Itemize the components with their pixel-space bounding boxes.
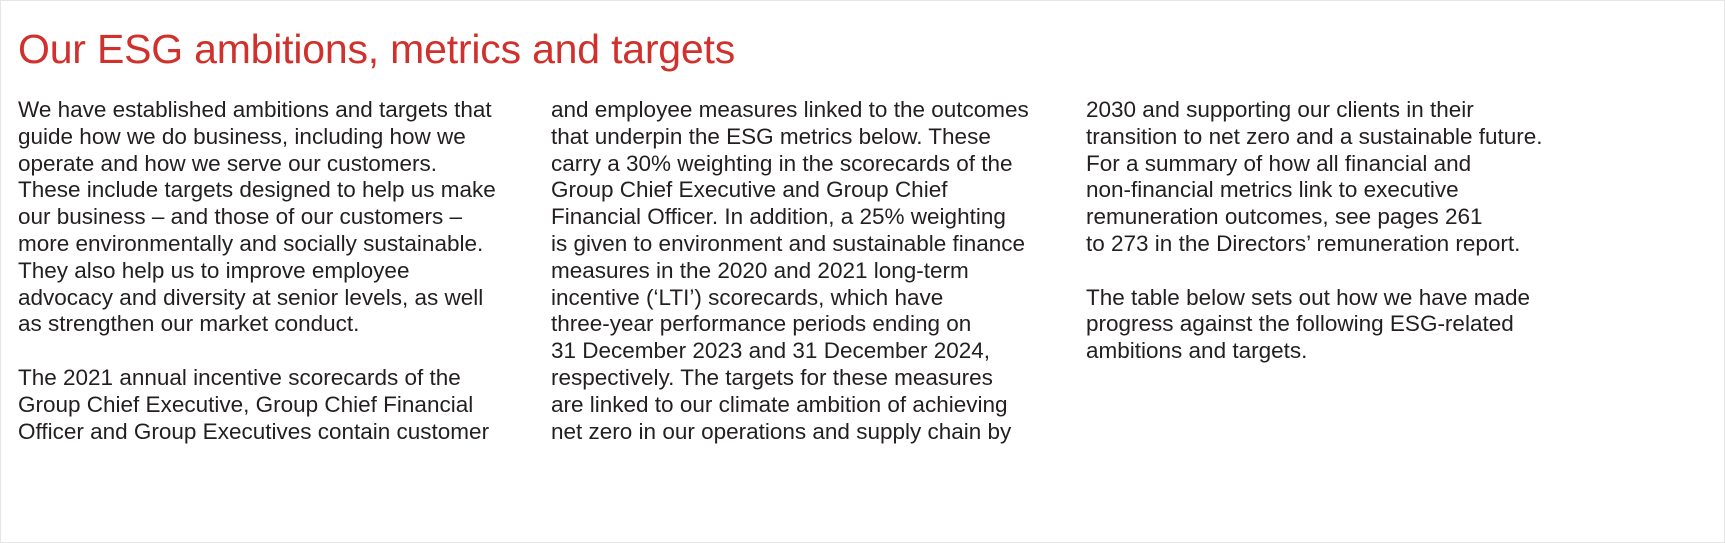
text-line: respectively. The targets for these measures <box>551 364 993 390</box>
text-line: For a summary of how all financial and <box>1086 150 1472 176</box>
text-line: and employee measures linked to the outcomes <box>551 97 1029 122</box>
text-line: that underpin the ESG metrics below. These <box>551 123 991 149</box>
text-line: non-financial metrics link to executive <box>1086 177 1459 203</box>
text-line: carry a 30% weighting in the scorecards of the <box>551 150 1013 176</box>
text-line: is given to environment and sustainable finance <box>551 230 1026 256</box>
text-line: three-year performance periods ending on <box>551 311 972 337</box>
text-line: are linked to our climate ambition of achieving <box>551 391 1008 417</box>
text-line: measures in the 2020 and 2021 long-term <box>551 257 969 283</box>
text-line <box>18 338 548 365</box>
text-column-1 <box>18 97 548 445</box>
text-line: Officer and Group Executives contain customer <box>18 418 490 444</box>
text-line <box>1086 258 1616 285</box>
text-line: The table below sets out how we have made <box>1086 284 1531 310</box>
text-line: our business – and those of our customers – <box>18 204 463 230</box>
text-line: net zero in our operations and supply chain by <box>551 418 1012 444</box>
text-line: guide how we do business, including how we <box>18 123 466 149</box>
text-column-2 <box>551 97 1081 445</box>
text-line: Group Chief Executive and Group Chief <box>551 177 948 203</box>
text-line: transition to net zero and a sustainable future. <box>1086 123 1543 149</box>
text-line: 31 December 2023 and 31 December 2024, <box>551 338 991 364</box>
text-line: as strengthen our market conduct. <box>18 311 360 337</box>
text-line: to 273 in the Directors’ remuneration report. <box>1086 230 1521 256</box>
text-line: Group Chief Executive, Group Chief Financial <box>18 391 474 417</box>
text-line: more environmentally and socially sustainable. <box>18 230 484 256</box>
text-line: These include targets designed to help us make <box>18 177 496 203</box>
text-line: remuneration outcomes, see pages 261 <box>1086 204 1483 230</box>
text-line: 2030 and supporting our clients in their <box>1086 97 1474 122</box>
text-line: progress against the following ESG-related <box>1086 311 1514 337</box>
text-line: Financial Officer. In addition, a 25% weighting <box>551 204 1006 230</box>
text-line: operate and how we serve our customers. <box>18 150 437 176</box>
text-line: The 2021 annual incentive scorecards of the <box>18 364 461 390</box>
text-line: ambitions and targets. <box>1086 338 1308 364</box>
text-line: advocacy and diversity at senior levels, as well <box>18 284 484 310</box>
text-column-3 <box>1086 97 1616 365</box>
text-line: They also help us to improve employee <box>18 257 410 283</box>
text-line: incentive (‘LTI’) scorecards, which have <box>551 284 944 310</box>
page-title: Our ESG ambitions, metrics and targets <box>18 26 736 72</box>
text-line: We have established ambitions and targets that <box>18 97 492 122</box>
